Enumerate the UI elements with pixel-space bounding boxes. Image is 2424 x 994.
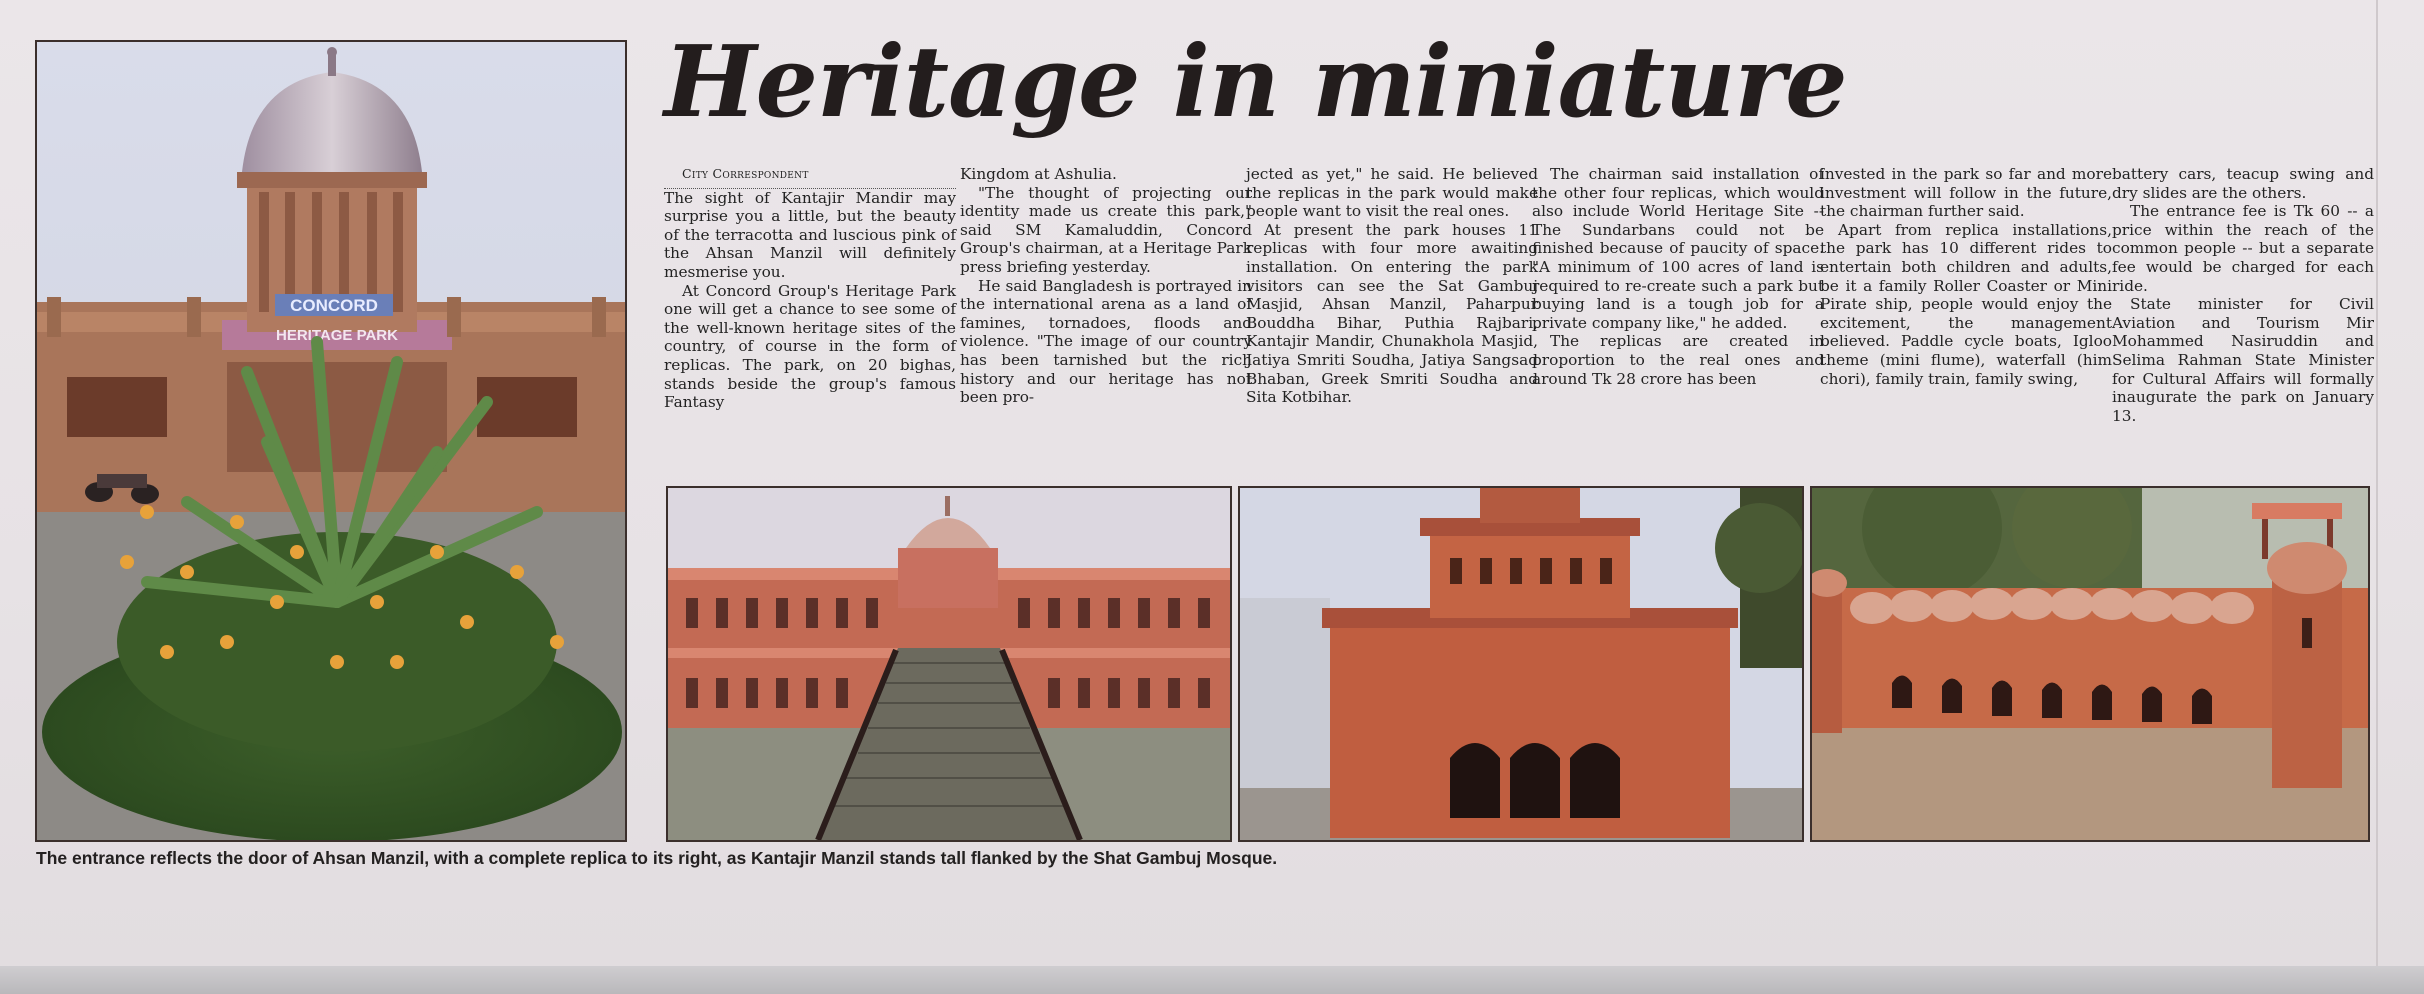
- article-column-2: [960, 165, 1252, 407]
- paragraph: "The thought of projecting our identity made us create this park," said SM Kamaluddin, Concord Group's chairman, at a Heritage Park press briefing yesterday.: [960, 183, 1252, 276]
- photo-caption: The entrance reflects the door of Ahsan Manzil, with a complete replica to its right, as Kantajir Manzil stands tall flanked by the Shat Gambuj Mosque.: [36, 848, 1278, 868]
- photo-credit: [0, 788, 76, 812]
- article-column-3: [1246, 165, 1538, 407]
- paragraph: Apart from replica installations, the park has 10 different rides to entertain both children and adults, be it a family Roller Coaster or Mini Pirate ship, people would enjoy the excitement, the management believed. Paddle cycle boats, Igloo theme (mini flume), waterfall (him chori), family train, family swing,: [1820, 220, 2112, 388]
- paragraph: jected as yet," he said. He believed the replicas in the park would make people want to visit the real ones.: [1246, 165, 1538, 221]
- page-title: Heritage in miniature: [664, 25, 1847, 140]
- paragraph: The chairman said installation of the other four replicas, which would also include World Heritage Site -- The Sundarbans could not be finished because of paucity of space. "A minimum of 100 acres of land is required to re-create such a park but buying land is a tough job for a private company like," he added.: [1532, 165, 1824, 332]
- photo-ahsan-manzil-replica: [666, 486, 1232, 842]
- photo-park-entrance: [35, 40, 627, 842]
- paragraph: Kingdom at Ashulia.: [960, 165, 1117, 183]
- paragraph: At present the park houses 11 replicas with four more awaiting installation. On entering the park visitors can see the Sat Gambuj Masjid, Ahsan Manzil, Paharpur Bouddha Bihar, Puthia Rajbari, Kantajir Mandir, Chunakhola Masjid, Jatiya Smriti Soudha, Jatiya Sangsad Bhaban, Greek Smriti Soudha and Sita Kotbihar.: [1246, 220, 1538, 407]
- paragraph: At Concord Group's Heritage Park one will get a chance to see some of the well-known heritage sites of the country, of course in the form of replicas. The park, on 20 bighas, stands beside the group's famous Fantasy: [664, 281, 956, 412]
- paragraph: The entrance fee is Tk 60 -- a price within the reach of the common people -- but a separate fee would be charged for each ride.: [2112, 202, 2374, 295]
- article-column-6: [2112, 165, 2374, 425]
- photo-kantajir-mandir-replica: [1238, 486, 1804, 842]
- paragraph: He said Bangladesh is portrayed in the international arena as a land of famines, tornadoes, floods and violence. "The image of our country has been tarnished but the rich history and our heritage has not been pro-: [960, 276, 1252, 407]
- byline: City Correspondent: [664, 165, 956, 189]
- paragraph: State minister for Civil Aviation and Tourism Mir Mohammed Nasiruddin and Selima Rahman State Minister for Cultural Affairs will formally inaugurate the park on January 13.: [2112, 295, 2374, 425]
- concord-sign: CONCORD: [290, 296, 378, 315]
- paragraph: invested in the park so far and more investment will follow in the future, the chairman further said.: [1820, 165, 2112, 221]
- article-column-5: [1820, 165, 2112, 388]
- photo-shat-gambuj-mosque-replica: [1810, 486, 2370, 842]
- paragraph: The sight of Kantajir Mandir may surprise you a little, but the beauty of the terracotta and luscious pink of the Ahsan Manzil will definitely mesmerise you.: [664, 188, 956, 281]
- paragraph: The replicas are created in proportion to the real ones and around Tk 28 crore has been: [1532, 332, 1824, 388]
- heritage-park-sign: HERITAGE PARK: [276, 327, 398, 344]
- article-column-4: [1532, 165, 1824, 388]
- paragraph: battery cars, teacup swing and dry slides are the others.: [2112, 165, 2374, 202]
- page-fold-line: [2376, 0, 2378, 966]
- scan-border: [0, 966, 2424, 994]
- article-column-1: [664, 165, 956, 412]
